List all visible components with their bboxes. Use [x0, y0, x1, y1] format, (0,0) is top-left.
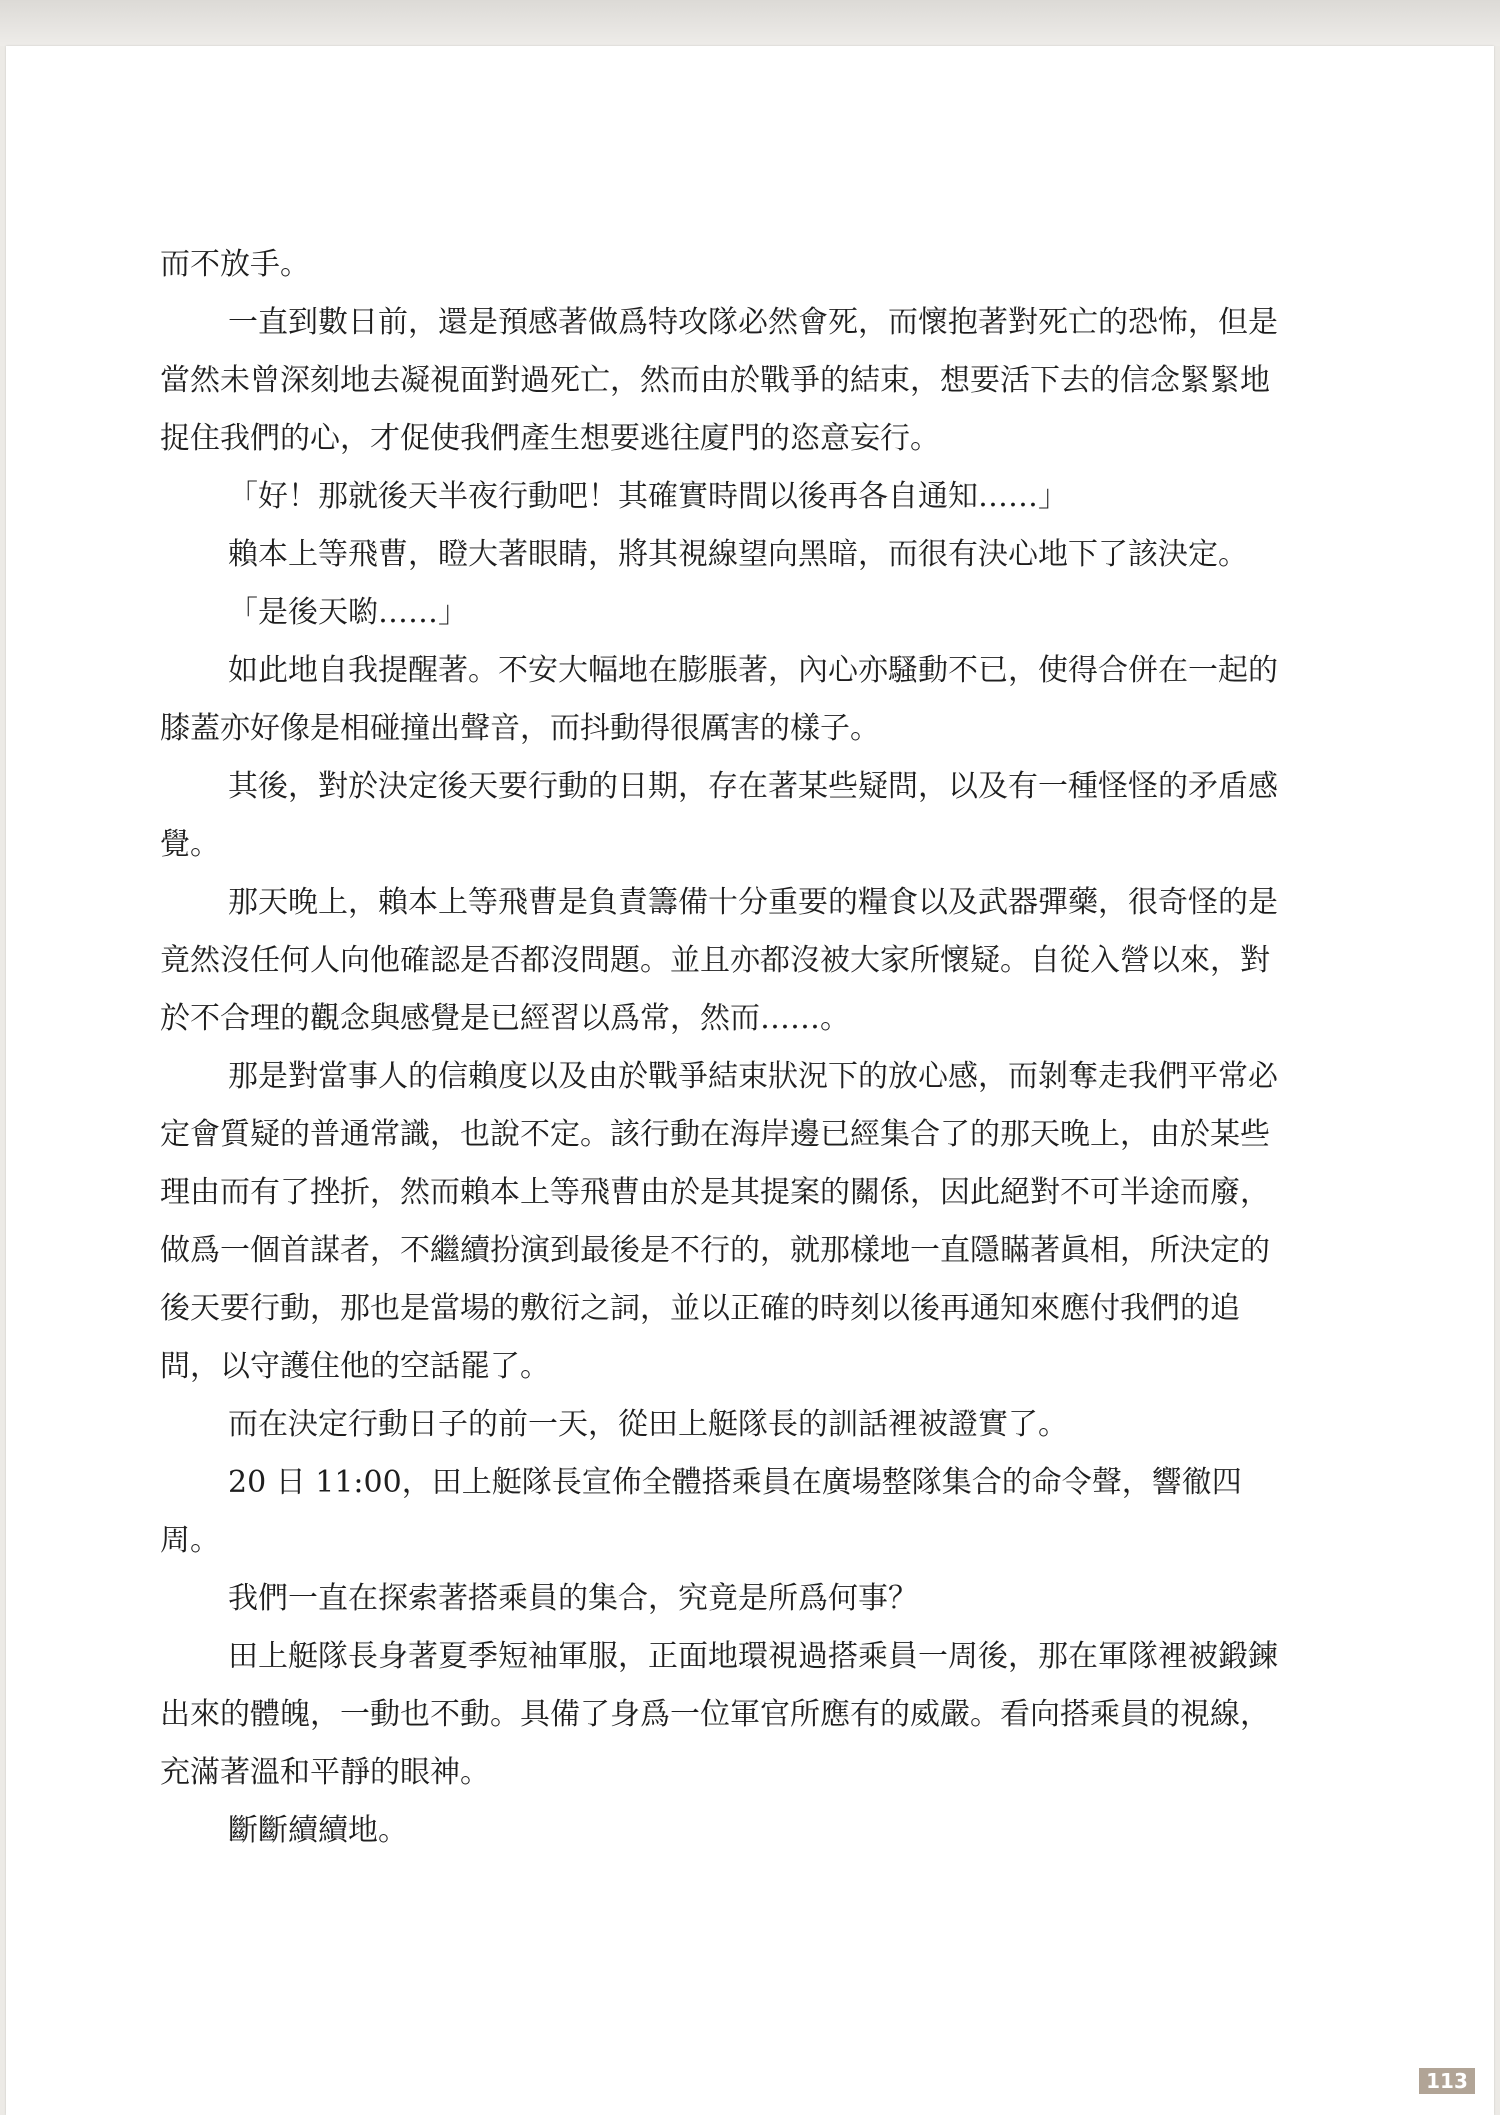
paragraph-3: 賴本上等飛曹，瞪大著眼睛，將其視線望向黑暗，而很有決心地下了該決定。 — [228, 537, 1248, 572]
scan-top-edge — [0, 0, 1500, 46]
paragraph-12: 田上艇隊長身著夏季短袖軍服，正面地環視過搭乘員一周後，那在軍隊裡被鍛鍊出來的體魄，一動也不動。具備了身爲一位軍官所應有的威嚴。看向搭乘員的視線，充滿著溫和平靜的眼神。 — [160, 1639, 1278, 1790]
paragraph-11: 我們一直在探索著搭乘員的集合，究竟是所爲何事？ — [228, 1581, 918, 1616]
paragraph-0: 而不放手。 — [160, 247, 310, 282]
page-number: 113 — [1419, 2068, 1475, 2094]
paragraph-7: 那天晚上，賴本上等飛曹是負責籌備十分重要的糧食以及武器彈藥，很奇怪的是竟然沒任何人向他確認是否都沒問題。並且亦都沒被大家所懷疑。自從入營以來，對於不合理的觀念與感覺是已經習以爲常，然而……。 — [160, 885, 1278, 1036]
paragraph-2: 「好！那就後天半夜行動吧！其確實時間以後再各自通知……」 — [228, 479, 1068, 514]
body-text — [160, 236, 1284, 1860]
paragraph-10: 20 日 11:00，田上艇隊長宣佈全體搭乘員在廣場整隊集合的命令聲，響徹四周。 — [160, 1465, 1242, 1558]
paragraph-8: 那是對當事人的信賴度以及由於戰爭結束狀況下的放心感，而剝奪走我們平常必定會質疑的普通常識，也說不定。該行動在海岸邊已經集合了的那天晚上，由於某些理由而有了挫折，然而賴本上等飛曹由於是其提案的關係，因此絕對不可半途而廢，做爲一個首謀者，不繼續扮演到最後是不行的，就那樣地一直隱瞞著眞相，所決定的後天要行動，那也是當場的敷衍之詞，並以正確的時刻以後再通知來應付我們的追問，以守護住他的空話罷了。 — [160, 1059, 1278, 1384]
paragraph-4: 「是後天喲……」 — [228, 595, 468, 630]
paragraph-5: 如此地自我提醒著。不安大幅地在膨脹著，內心亦騷動不已，使得合併在一起的膝蓋亦好像是相碰撞出聲音，而抖動得很厲害的樣子。 — [160, 653, 1278, 746]
paragraph-6: 其後，對於決定後天要行動的日期，存在著某些疑問，以及有一種怪怪的矛盾感覺。 — [160, 769, 1278, 862]
paragraph-13: 斷斷續續地。 — [228, 1813, 408, 1848]
paragraph-9: 而在決定行動日子的前一天，從田上艇隊長的訓話裡被證實了。 — [228, 1407, 1068, 1442]
paragraph-1: 一直到數日前，還是預感著做爲特攻隊必然會死，而懷抱著對死亡的恐怖，但是當然未曾深刻地去凝視面對過死亡，然而由於戰爭的結束，想要活下去的信念緊緊地捉住我們的心，才促使我們產生想要逃往廈門的恣意妄行。 — [160, 305, 1278, 456]
